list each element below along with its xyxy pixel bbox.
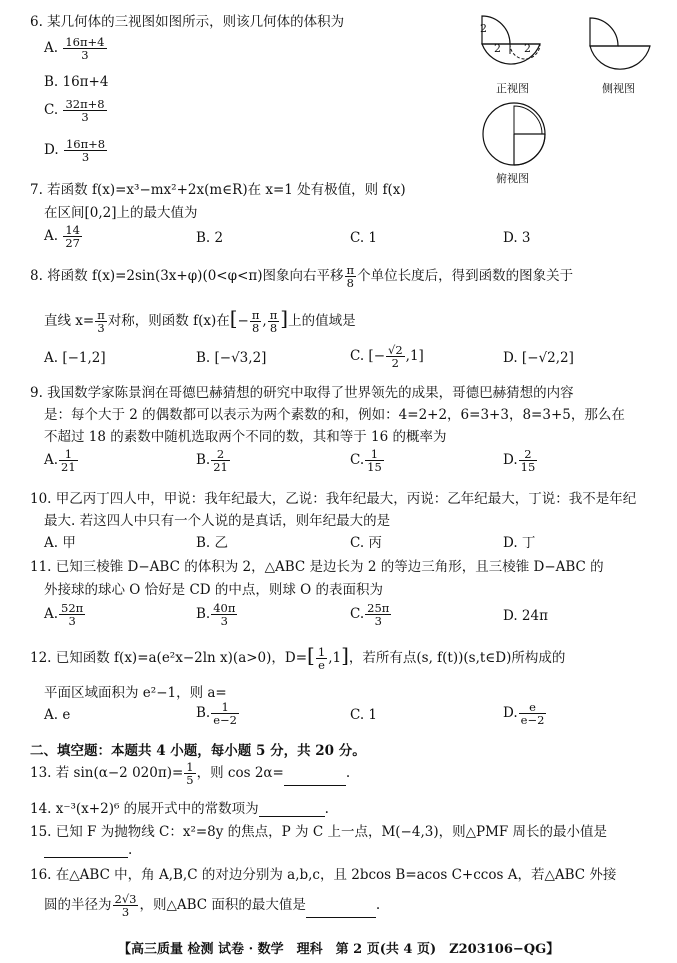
q7-option-b[interactable]: B. 2: [196, 230, 224, 246]
front-view-figure: [476, 10, 546, 82]
q9-option-d[interactable]: D. $\frac{2}{15}$: [503, 447, 536, 474]
q9-line3: 不超过 18 的素数中随机选取两个不同的数，其和等于 16 的概率为: [44, 429, 447, 445]
dim-label: 2: [480, 22, 487, 35]
fraction: $\frac{e}{e-2}$: [520, 700, 545, 727]
fraction: $\frac{14}{27}$: [65, 223, 80, 250]
q12-option-a[interactable]: A. e: [44, 707, 71, 723]
fraction: $\frac{1}{e}$: [317, 645, 326, 672]
q12-line1: 12. 已知函数 f(x)=a(e²x−2ln x)(a>0)，D=[ $\frac{1}{e}$ ,1]，若所有点(s, f(t))(s,t∈D)所构成的: [30, 643, 566, 672]
q8-line2: 直线 x= $\frac{\pi}{3}$ 对称，则函数 f(x)在[− $\frac{\pi}{8}$ , $\frac{\pi}{8}$ ]上的值域是: [44, 306, 356, 335]
q7-line1: 7. 若函数 f(x)=x³−mx²+2x(m∈R)在 x=1 处有极值，则 f(x): [30, 182, 406, 198]
q9-option-b[interactable]: B. $\frac{2}{21}$: [196, 447, 228, 474]
q9-line1: 9. 我国数学家陈景润在哥德巴赫猜想的研究中取得了世界领先的成果，哥德巴赫猜想的内容: [30, 385, 574, 401]
q8-line1: 8. 将函数 f(x)=2sin(3x+φ)(0<φ<π)图象向右平移 $\frac{\pi}{8}$ 个单位长度后，得到函数的图象关于: [30, 263, 574, 290]
fraction: $\frac{2}{15}$: [520, 447, 536, 474]
q11-option-d[interactable]: D. 24π: [503, 608, 548, 624]
fraction: $\frac{52\pi}{3}$: [61, 601, 84, 628]
dim-label: 2: [524, 42, 531, 55]
fraction: $\frac{√2}{2}$: [388, 343, 403, 370]
q7-line2: 在区间[0,2]上的最大值为: [44, 205, 198, 221]
q16-line2: 圆的半径为 $\frac{2√3}{3}$ ，则△ABC 面积的最大值是 .: [44, 892, 381, 919]
q11-line1: 11. 已知三棱锥 D−ABC 的体积为 2，△ABC 是边长为 2 的等边三角形，且三棱锥 D−ABC 的: [30, 559, 604, 575]
q13: 13. 若 sin(α−2 020π)= $\frac{1}{5}$ ，则 cos 2α= .: [30, 760, 351, 787]
option-label: D.: [44, 142, 59, 158]
fraction: $\frac{16\pi+8}{3}$: [65, 137, 106, 164]
front-view-label: 正视图: [496, 82, 529, 95]
fraction: $\frac{32\pi+8}{3}$: [65, 97, 105, 124]
q10-line2: 最大. 若这四人中只有一个人说的是真话，则年纪最大的是: [44, 513, 391, 529]
fraction: $\frac{1}{21}$: [61, 447, 76, 474]
fraction: $\frac{1}{15}$: [367, 447, 382, 474]
q8-option-c[interactable]: C. [− $\frac{√2}{2}$ ,1]: [350, 343, 424, 370]
q9-option-c[interactable]: C. $\frac{1}{15}$: [350, 447, 382, 474]
q11-line2: 外接球的球心 O 恰好是 CD 的中点，则球 O 的表面积为: [44, 582, 384, 598]
fraction: $\frac{16\pi+4}{3}$: [65, 35, 105, 62]
side-view-figure: [584, 14, 656, 82]
dim-label: 2: [494, 42, 501, 55]
q6-option-d[interactable]: [44, 138, 108, 163]
answer-blank[interactable]: [259, 816, 325, 817]
q15-line1: 15. 已知 F 为抛物线 C：x²=8y 的焦点，P 为 C 上一点，M(−4,3)，则△PMF 周长的最小值是: [30, 824, 608, 840]
fraction: $\frac{\pi}{3}$: [97, 308, 105, 335]
q12-line2: 平面区域面积为 e²−1，则 a=: [44, 685, 227, 701]
top-view-figure: [480, 100, 550, 170]
option-label: A.: [44, 228, 59, 244]
answer-blank[interactable]: [284, 785, 346, 786]
section-heading: 二、填空题：本题共 4 小题，每小题 5 分，共 20 分。: [30, 743, 366, 759]
q10-option-b[interactable]: B. 乙: [196, 535, 229, 551]
q9-option-a[interactable]: A. $\frac{1}{21}$: [44, 447, 76, 474]
q14: 14. x⁻³(x+2)⁶ 的展开式中的常数项为 .: [30, 801, 329, 817]
q12-option-d[interactable]: D. $\frac{e}{e-2}$: [503, 700, 545, 727]
q8-option-b[interactable]: B. [−√3,2]: [196, 350, 267, 366]
fraction: $\frac{1}{5}$: [186, 760, 194, 787]
q8-option-d[interactable]: D. [−√2,2]: [503, 350, 574, 366]
q8-option-a[interactable]: A. [−1,2]: [44, 350, 106, 366]
q7-option-c[interactable]: C. 1: [350, 230, 378, 246]
q7-option-d[interactable]: D. 3: [503, 230, 531, 246]
q9-line2: 是：每个大于 2 的偶数都可以表示为两个素数的和，例如：4=2+2，6=3+3，8=3+5，那么在: [44, 407, 625, 423]
fraction: $\frac{\pi}{8}$: [269, 308, 278, 335]
option-label: C.: [44, 102, 59, 118]
answer-blank[interactable]: [44, 843, 128, 858]
fraction: $\frac{1}{e-2}$: [213, 700, 237, 727]
q16-line1: 16. 在△ABC 中，角 A,B,C 的对边分别为 a,b,c，且 2bcos B=acos C+ccos A，若△ABC 外接: [30, 867, 617, 883]
q12-option-c[interactable]: C. 1: [350, 707, 378, 723]
q6-option-c[interactable]: [44, 98, 108, 123]
q10-option-a[interactable]: A. 甲: [44, 535, 76, 551]
answer-blank[interactable]: [306, 917, 376, 918]
q6-option-b[interactable]: B. 16π+4: [44, 74, 109, 90]
page-footer: 【高三质量 检测 试卷 · 数学 理科 第 2 页(共 4 页) Z203106−QG】: [118, 942, 560, 957]
fraction: $\frac{2√3}{3}$: [114, 892, 137, 919]
option-label: A.: [44, 40, 59, 56]
q10-option-d[interactable]: D. 丁: [503, 535, 536, 551]
q6-stem: 6. 某几何体的三视图如图所示，则该几何体的体积为: [30, 14, 345, 30]
fraction: $\frac{\pi}{8}$: [346, 263, 355, 290]
q10-line1: 10. 甲乙丙丁四人中，甲说：我年纪最大，乙说：我年纪最大，丙说：乙年纪最大，丁说：我不是年纪: [30, 491, 637, 507]
fraction: $\frac{2}{21}$: [213, 447, 228, 474]
q10-option-c[interactable]: C. 丙: [350, 535, 382, 551]
q12-option-b[interactable]: B. $\frac{1}{e-2}$: [196, 700, 237, 727]
q11-option-c[interactable]: C. $\frac{25\pi}{3}$: [350, 601, 390, 628]
q11-option-a[interactable]: A. $\frac{52\pi}{3}$: [44, 601, 84, 628]
fraction: $\frac{\pi}{8}$: [251, 308, 260, 335]
q15-line2: .: [44, 842, 132, 858]
fraction: $\frac{25\pi}{3}$: [367, 601, 390, 628]
top-view-label: 俯视图: [496, 172, 529, 185]
side-view-label: 侧视图: [602, 82, 635, 95]
q7-option-a[interactable]: [44, 224, 83, 249]
q6-option-a[interactable]: [44, 36, 108, 61]
q11-option-b[interactable]: B. $\frac{40\pi}{3}$: [196, 601, 236, 628]
fraction: $\frac{40\pi}{3}$: [213, 601, 236, 628]
